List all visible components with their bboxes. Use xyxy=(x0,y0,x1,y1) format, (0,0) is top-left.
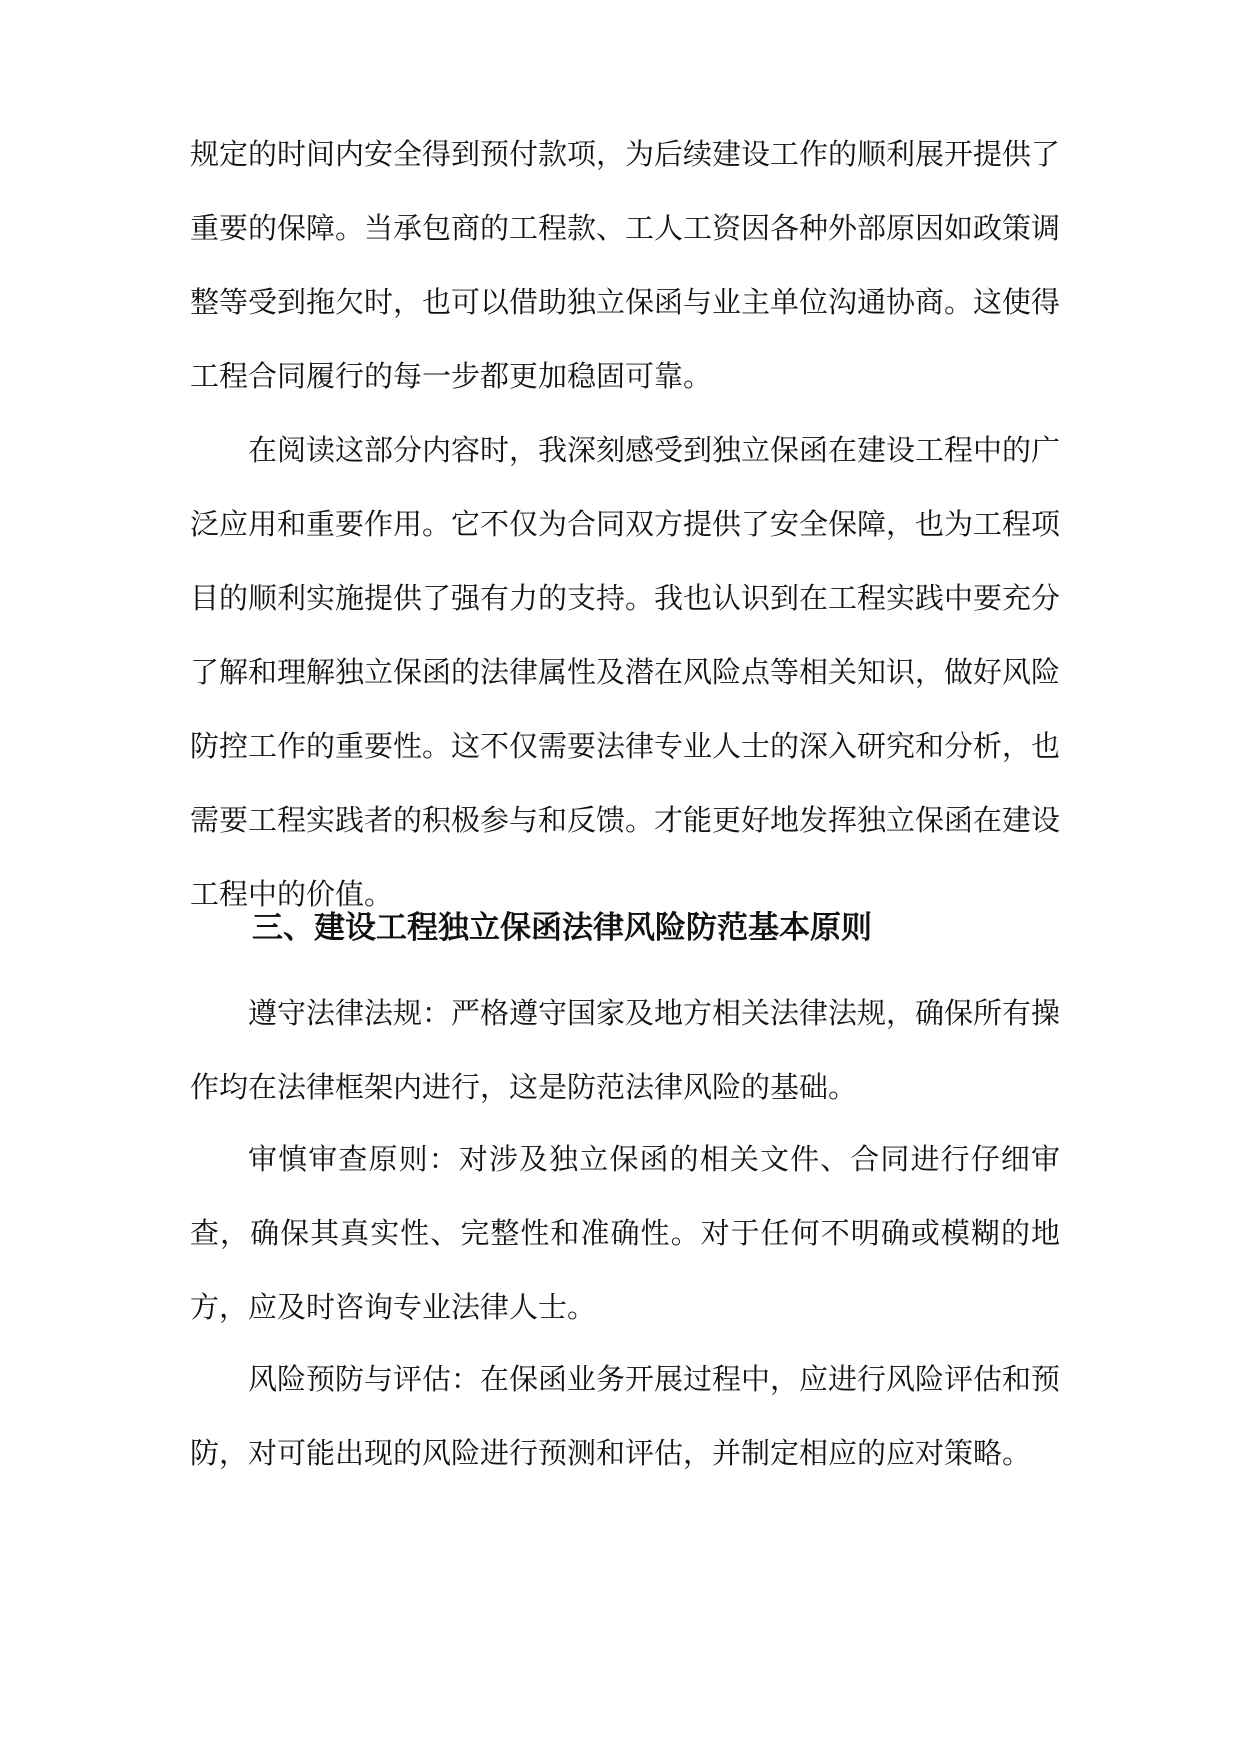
paragraph-reading-reflection: 在阅读这部分内容时，我深刻感受到独立保函在建设工程中的广泛应用和重要作用。它不仅为合同双方提供了安全保障，也为工程项目的顺利实施提供了强有力的支持。我也认识到在工程实践中要充分了解和理解独立保函的法律属性及潜在风险点等相关知识，做好风险防控工作的重要性。这不仅需要法律专业人士的深入研究和分析，也需要工程实践者的积极参与和反馈。才能更好地发挥独立保函在建设工程中的价值。 xyxy=(190,433,1061,911)
paragraph-comply-with-laws: 遵守法律法规：严格遵守国家及地方相关法律法规，确保所有操作均在法律框架内进行，这是防范法律风险的基础。 xyxy=(190,996,1061,1104)
paragraph-risk-prevention: 风险预防与评估：在保函业务开展过程中，应进行风险评估和预防，对可能出现的风险进行预测和评估，并制定相应的应对策略。 xyxy=(190,1362,1061,1470)
paragraph-prepayment-guarantee: 规定的时间内安全得到预付款项，为后续建设工作的顺利展开提供了重要的保障。当承包商的工程款、工人工资因各种外部原因如政策调整等受到拖欠时，也可以借助独立保函与业主单位沟通协商。这使得工程合同履行的每一步都更加稳固可靠。 xyxy=(190,137,1061,393)
paragraph-prudent-review: 审慎审查原则：对涉及独立保函的相关文件、合同进行仔细审查，确保其真实性、完整性和准确性。对于任何不明确或模糊的地方，应及时咨询专业法律人士。 xyxy=(190,1142,1060,1324)
section-heading: 三、建设工程独立保函法律风险防范基本原则 xyxy=(252,910,872,946)
